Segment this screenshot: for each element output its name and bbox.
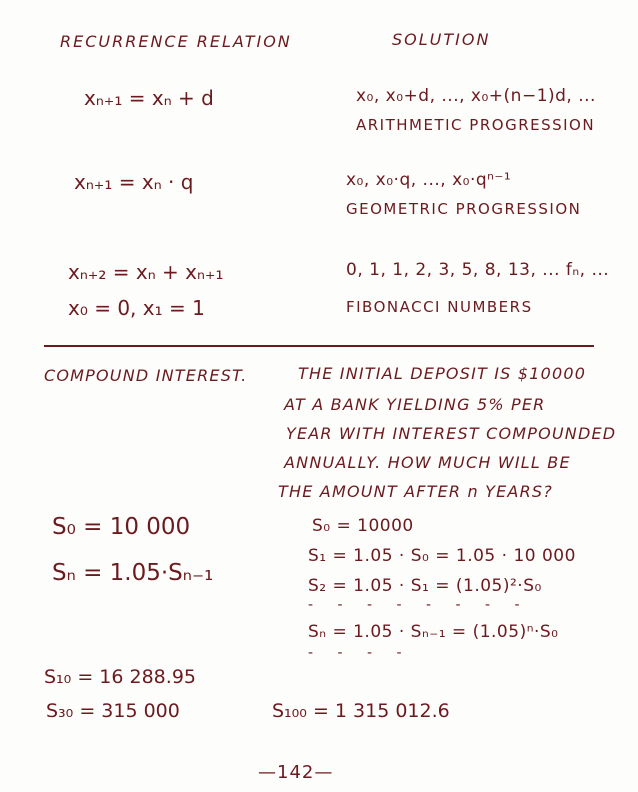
fibonacci-relation: xₙ₊₂ = xₙ + xₙ₊₁: [68, 260, 224, 284]
page-number: —142—: [258, 762, 334, 783]
ellipsis-dashes-1: - - - - - - - -: [308, 597, 530, 613]
problem-line-1: THE INITIAL DEPOSIT IS $10000: [298, 364, 587, 383]
geometric-label: GEOMETRIC PROGRESSION: [346, 200, 582, 218]
right-s0: S₀ = 10000: [312, 516, 414, 536]
problem-line-4: ANNUALLY. HOW MUCH WILL BE: [284, 453, 571, 472]
problem-line-5: THE AMOUNT AFTER n YEARS?: [278, 482, 553, 501]
section-divider: [44, 345, 594, 347]
problem-line-3: YEAR WITH INTEREST COMPOUNDED: [286, 424, 617, 443]
geometric-solution: x₀, x₀·q, ..., x₀·qⁿ⁻¹: [346, 170, 512, 190]
fibonacci-initial: x₀ = 0, x₁ = 1: [68, 296, 205, 320]
s100-value: S₁₀₀ = 1 315 012.6: [272, 700, 450, 722]
compound-interest-title: COMPOUND INTEREST.: [44, 366, 248, 385]
problem-line-2: AT A BANK YIELDING 5% PER: [284, 395, 546, 414]
right-s2: S₂ = 1.05 · S₁ = (1.05)²·S₀: [308, 576, 542, 596]
header-recurrence-relation: RECURRENCE RELATION: [60, 32, 292, 51]
left-s0: S₀ = 10 000: [52, 514, 191, 540]
right-sn: Sₙ = 1.05 · Sₙ₋₁ = (1.05)ⁿ·S₀: [308, 622, 559, 642]
arithmetic-label: ARITHMETIC PROGRESSION: [356, 116, 596, 134]
s10-value: S₁₀ = 16 288.95: [44, 666, 196, 688]
ellipsis-dashes-2: - - - -: [308, 645, 412, 661]
fibonacci-solution: 0, 1, 1, 2, 3, 5, 8, 13, ... fₙ, ...: [346, 260, 610, 280]
header-solution: SOLUTION: [392, 30, 491, 49]
geometric-relation: xₙ₊₁ = xₙ · q: [74, 170, 194, 194]
right-s1: S₁ = 1.05 · S₀ = 1.05 · 10 000: [308, 546, 576, 566]
fibonacci-label: FIBONACCI NUMBERS: [346, 298, 533, 316]
s30-value: S₃₀ = 315 000: [46, 700, 180, 722]
arithmetic-solution: x₀, x₀+d, ..., x₀+(n−1)d, ...: [356, 86, 596, 106]
arithmetic-relation: xₙ₊₁ = xₙ + d: [84, 86, 214, 110]
left-sn: Sₙ = 1.05·Sₙ₋₁: [52, 560, 214, 586]
